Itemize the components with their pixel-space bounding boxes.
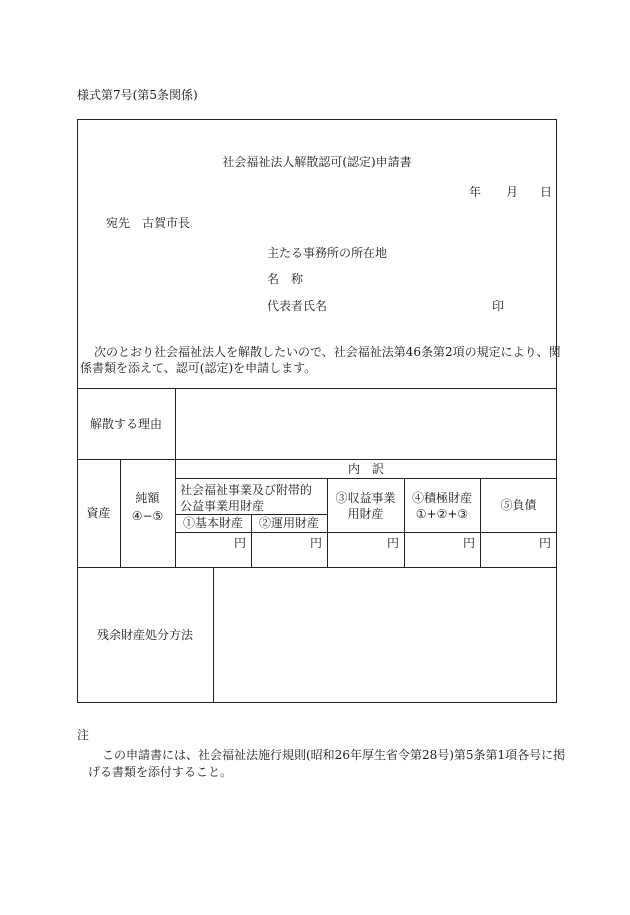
breakdown-label: 内 訳 [347,461,384,476]
positive-amount-yen: 円 [462,536,475,550]
body-text-line2: 係書類を添えて、認可(認定)を申請します。 [80,361,317,375]
body-text-line1: 次のとおり社会福祉法人を解散したいので、社会福祉法第46条第2項の規定により、関 [94,345,561,359]
date-day: 日 [540,185,553,199]
reason-label: 解散する理由 [89,416,162,431]
form-title: 社会福祉法人解散認可(認定)申請書 [222,155,412,169]
operating-amount-yen: 円 [309,536,322,550]
basic-property-label: ①基本財産 [182,516,243,530]
note-line1: この申請書には、社会福祉法施行規則(昭和26年厚生省令第28号)第5条第1項各号に掲 [102,748,566,762]
net-amount-label: 純額 [135,491,160,505]
note-title: 注 [77,728,90,742]
corporation-name-label: 名 称 [267,272,304,286]
date-month: 月 [506,185,519,199]
residual-method-label: 残余財産処分方法 [96,628,193,642]
positive-property-label-1: ④積極財産 [411,491,472,505]
profit-property-label-1: ③収益事業 [335,491,396,505]
office-address-label: 主たる事務所の所在地 [267,246,388,260]
seal-mark: 印 [492,299,505,313]
representative-label: 代表者氏名 [267,299,328,313]
date-year: 年 [469,185,482,199]
liabilities-label: ⑤負債 [500,498,537,512]
form-number: 様式第7号(第5条関係) [77,88,198,102]
profit-property-label-2: 用財産 [347,507,384,521]
assets-label: 資産 [86,506,111,520]
welfare-property-label-1: 社会福祉事業及び附帯的 [180,483,313,497]
positive-property-label-2: ①+②+③ [415,507,469,521]
divider-amount-row [175,532,557,533]
residual-method-field[interactable] [214,568,556,702]
welfare-property-label-2: 公益事業用財産 [180,499,265,513]
profit-amount-yen: 円 [386,536,399,550]
operating-property-label: ②運用財産 [258,516,319,530]
reason-field[interactable] [176,389,556,459]
addressee: 宛先 古賀市長 [106,216,191,230]
basic-amount-yen: 円 [233,536,246,550]
net-amount-formula: ④−⑤ [131,509,164,523]
note-line2: げる書類を添付すること。 [88,765,233,779]
liabilities-amount-yen: 円 [538,536,551,550]
